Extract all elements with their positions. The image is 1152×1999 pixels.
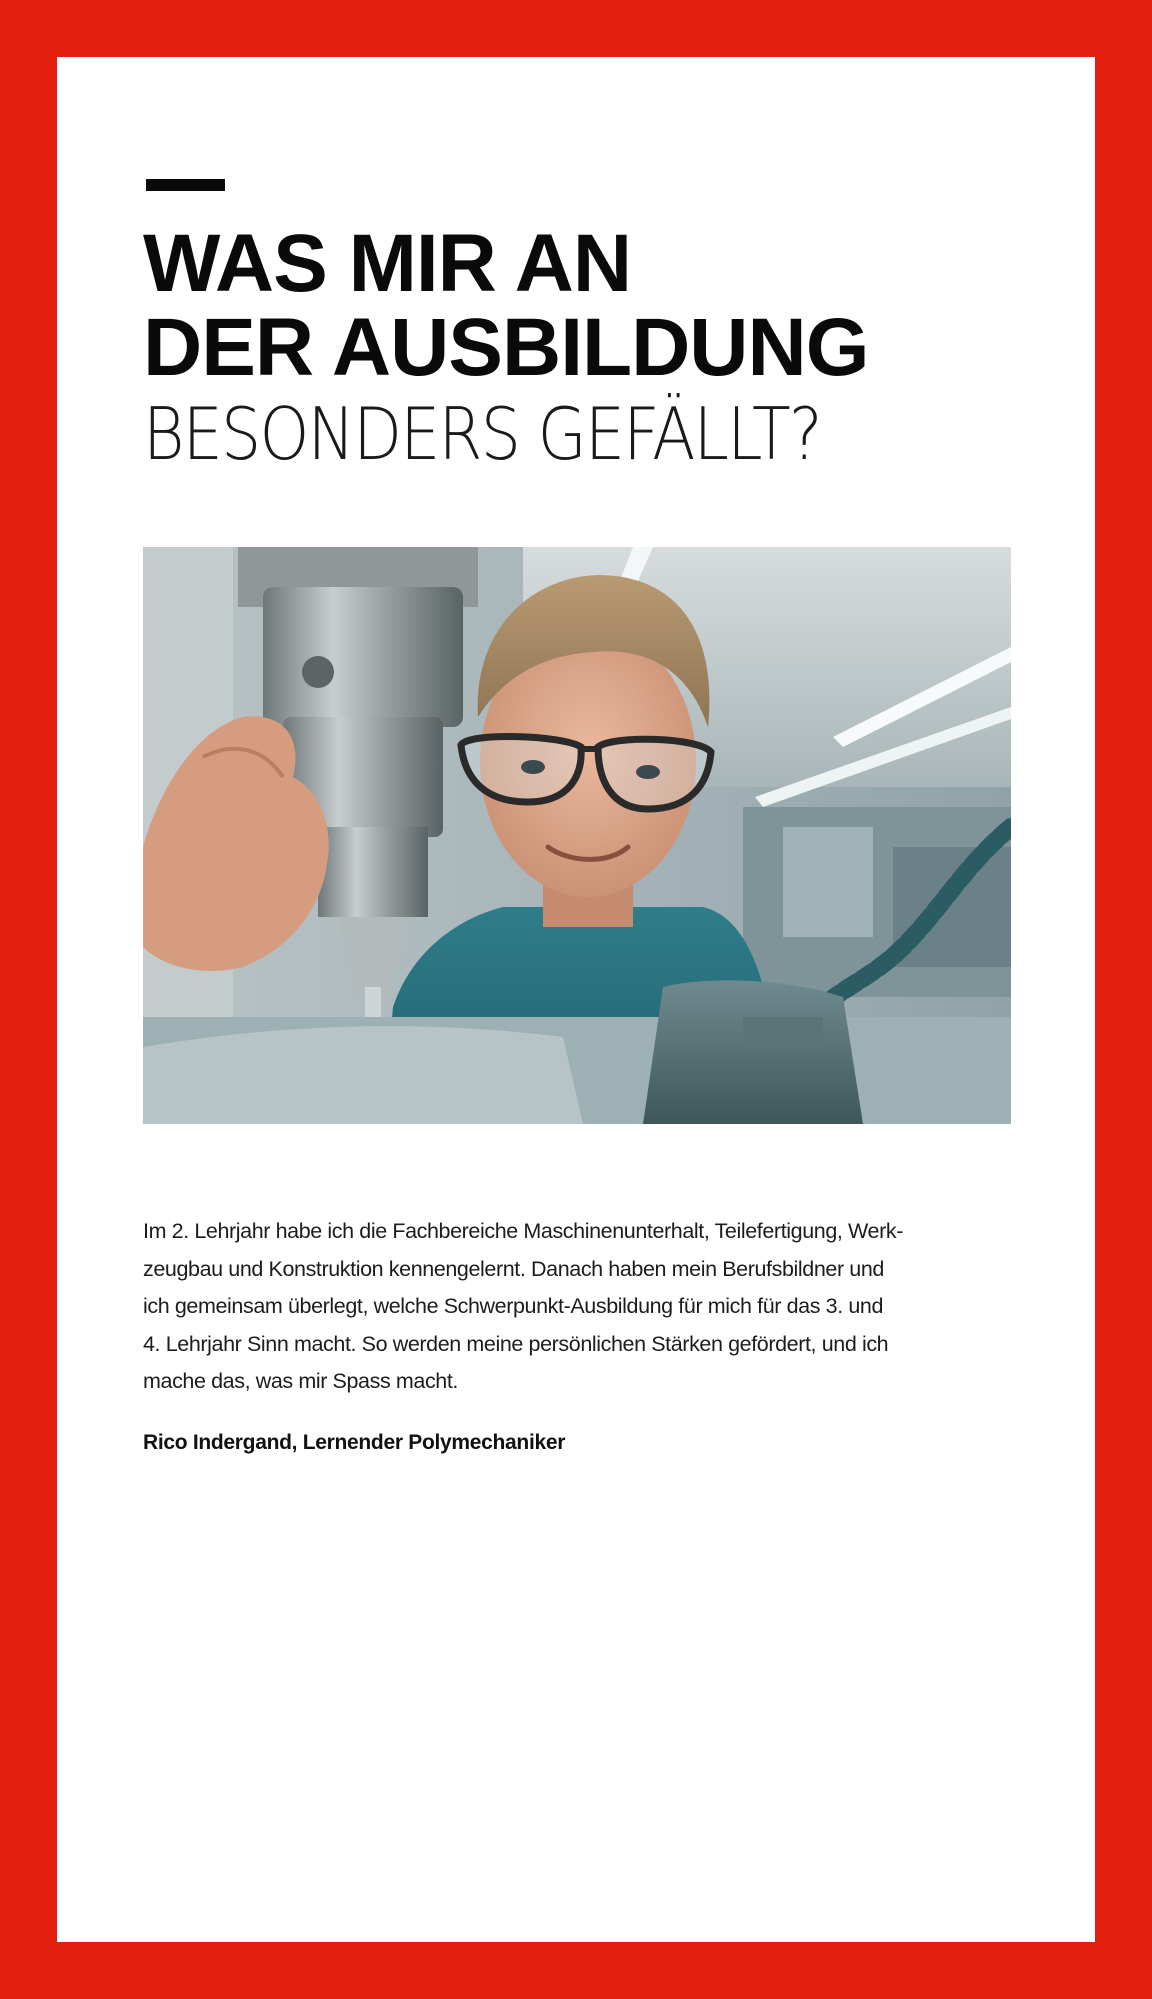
author-attribution: Rico Indergand, Lernender Polymechaniker xyxy=(143,1431,566,1454)
headline xyxy=(143,218,913,478)
title-dash-decoration xyxy=(146,179,225,191)
headline-line-3: BESONDERS GEFÄLLT? xyxy=(143,392,821,476)
headline-line-2: DER AUSBILDUNG xyxy=(143,302,869,393)
headline-line-1: WAS MIR AN xyxy=(143,218,632,309)
testimonial-line: Im 2. Lehrjahr habe ich die Fachbereiche Maschinenunterhalt, Teilefertigung, Werk- xyxy=(143,1219,903,1243)
testimonial-line: ich gemeinsam überlegt, welche Schwerpunkt-Ausbildung für mich für das 3. und xyxy=(143,1294,884,1318)
testimonial-line: zeugbau und Konstruktion kennengelernt. Danach haben mein Berufsbildner und xyxy=(143,1256,884,1281)
testimonial-line: 4. Lehrjahr Sinn macht. So werden meine persönlichen Stärken gefördert, und ich xyxy=(143,1331,889,1356)
apprentice-photo xyxy=(143,547,1011,1124)
testimonial-text xyxy=(143,1213,1003,1401)
testimonial-line: mache das, was mir Spass macht. xyxy=(143,1369,458,1393)
